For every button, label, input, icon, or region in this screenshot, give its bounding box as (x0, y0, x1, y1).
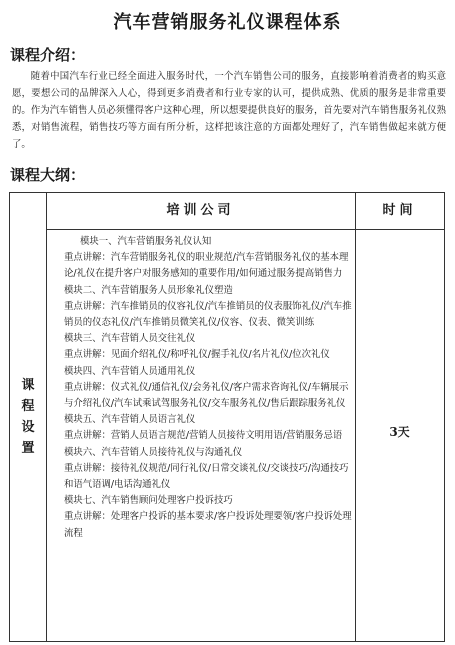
module-title: 模块四、汽车营销人员通用礼仪 (64, 365, 196, 377)
module-list (64, 234, 356, 542)
intro-heading: 课程介绍： (10, 46, 86, 64)
side-label-char: 设 (21, 420, 35, 435)
module-detail: 重点讲解：接待礼仪规范/同行礼仪/日常交谈礼仪/交谈技巧/沟通技巧和语气语调/电话沟通礼仪 (64, 462, 349, 491)
document-title: 汽车营销服务礼仪课程体系 (113, 12, 342, 33)
course-setting-label (10, 193, 46, 641)
side-label-char: 课 (21, 378, 35, 393)
module-detail: 重点讲解：汽车营销服务礼仪的职业规范/汽车营销服务礼仪的基本理论/礼仪在提升客户对服务感知的重要作用/如何通过服务提高销售力 (64, 252, 349, 280)
course-duration: 3天 (389, 425, 410, 439)
table-divider (46, 193, 47, 641)
header-training-company: 培训公司 (166, 203, 235, 218)
module-title: 模块六、汽车营销人员接待礼仪与沟通礼仪 (64, 446, 243, 458)
intro-text: 随着中国汽车行业已经全面进入服务时代，一个汽车销售公司的服务，直接影响着消费者的购买意愿，要想公司的品牌深入人心，得到更多消费者和行业专家的认可，提供成熟、优质的服务是非常重要的。作为汽车销售人员必须懂得客户这种心理，所以想要提供良好的服务，首先要对汽车销售服务礼仪熟悉，对销售流程，销售技巧等方面有所分析，这样把该注意的方面都处理好了，汽车销售做起来就方便了。 (12, 71, 446, 150)
module-title: 模块五、汽车营销人员语言礼仪 (64, 414, 196, 426)
module-title: 模块三、汽车营销人员交往礼仪 (64, 333, 196, 345)
module-title: 模块一、汽车营销服务礼仪认知 (80, 236, 212, 247)
module-detail: 重点讲解：营销人员语言规范/营销人员接待文明用语/营销服务忌语 (64, 430, 343, 442)
module-detail: 重点讲解：处理客户投诉的基本要求/客户投诉处理要领/客户投诉处理流程 (64, 511, 352, 539)
module-detail: 重点讲解：汽车推销员的仪容礼仪/汽车推销员的仪表服饰礼仪/汽车推销员的仪态礼仪/汽车推销员微笑礼仪/仪容、仪表、微笑训练 (64, 300, 352, 329)
module-title: 模块七、汽车销售顾问处理客户投诉技巧 (64, 495, 233, 507)
intro-paragraph (12, 68, 446, 153)
module-detail: 重点讲解：见面介绍礼仪/称呼礼仪/握手礼仪/名片礼仪/位次礼仪 (64, 349, 330, 361)
course-table (9, 192, 445, 642)
outline-heading: 课程大纲： (10, 166, 86, 184)
module-detail: 重点讲解：仪式礼仪/通信礼仪/会务礼仪/客户需求咨询礼仪/车辆展示与介绍礼仪/汽车试乘试驾服务礼仪/交车服务礼仪/售后跟踪服务礼仪 (64, 381, 349, 410)
table-divider (46, 229, 444, 230)
header-time: 时间 (382, 203, 417, 218)
module-title: 模块二、汽车营销服务人员形象礼仪塑造 (64, 284, 233, 296)
side-label-char: 置 (21, 441, 35, 456)
side-label-char: 程 (21, 399, 35, 414)
